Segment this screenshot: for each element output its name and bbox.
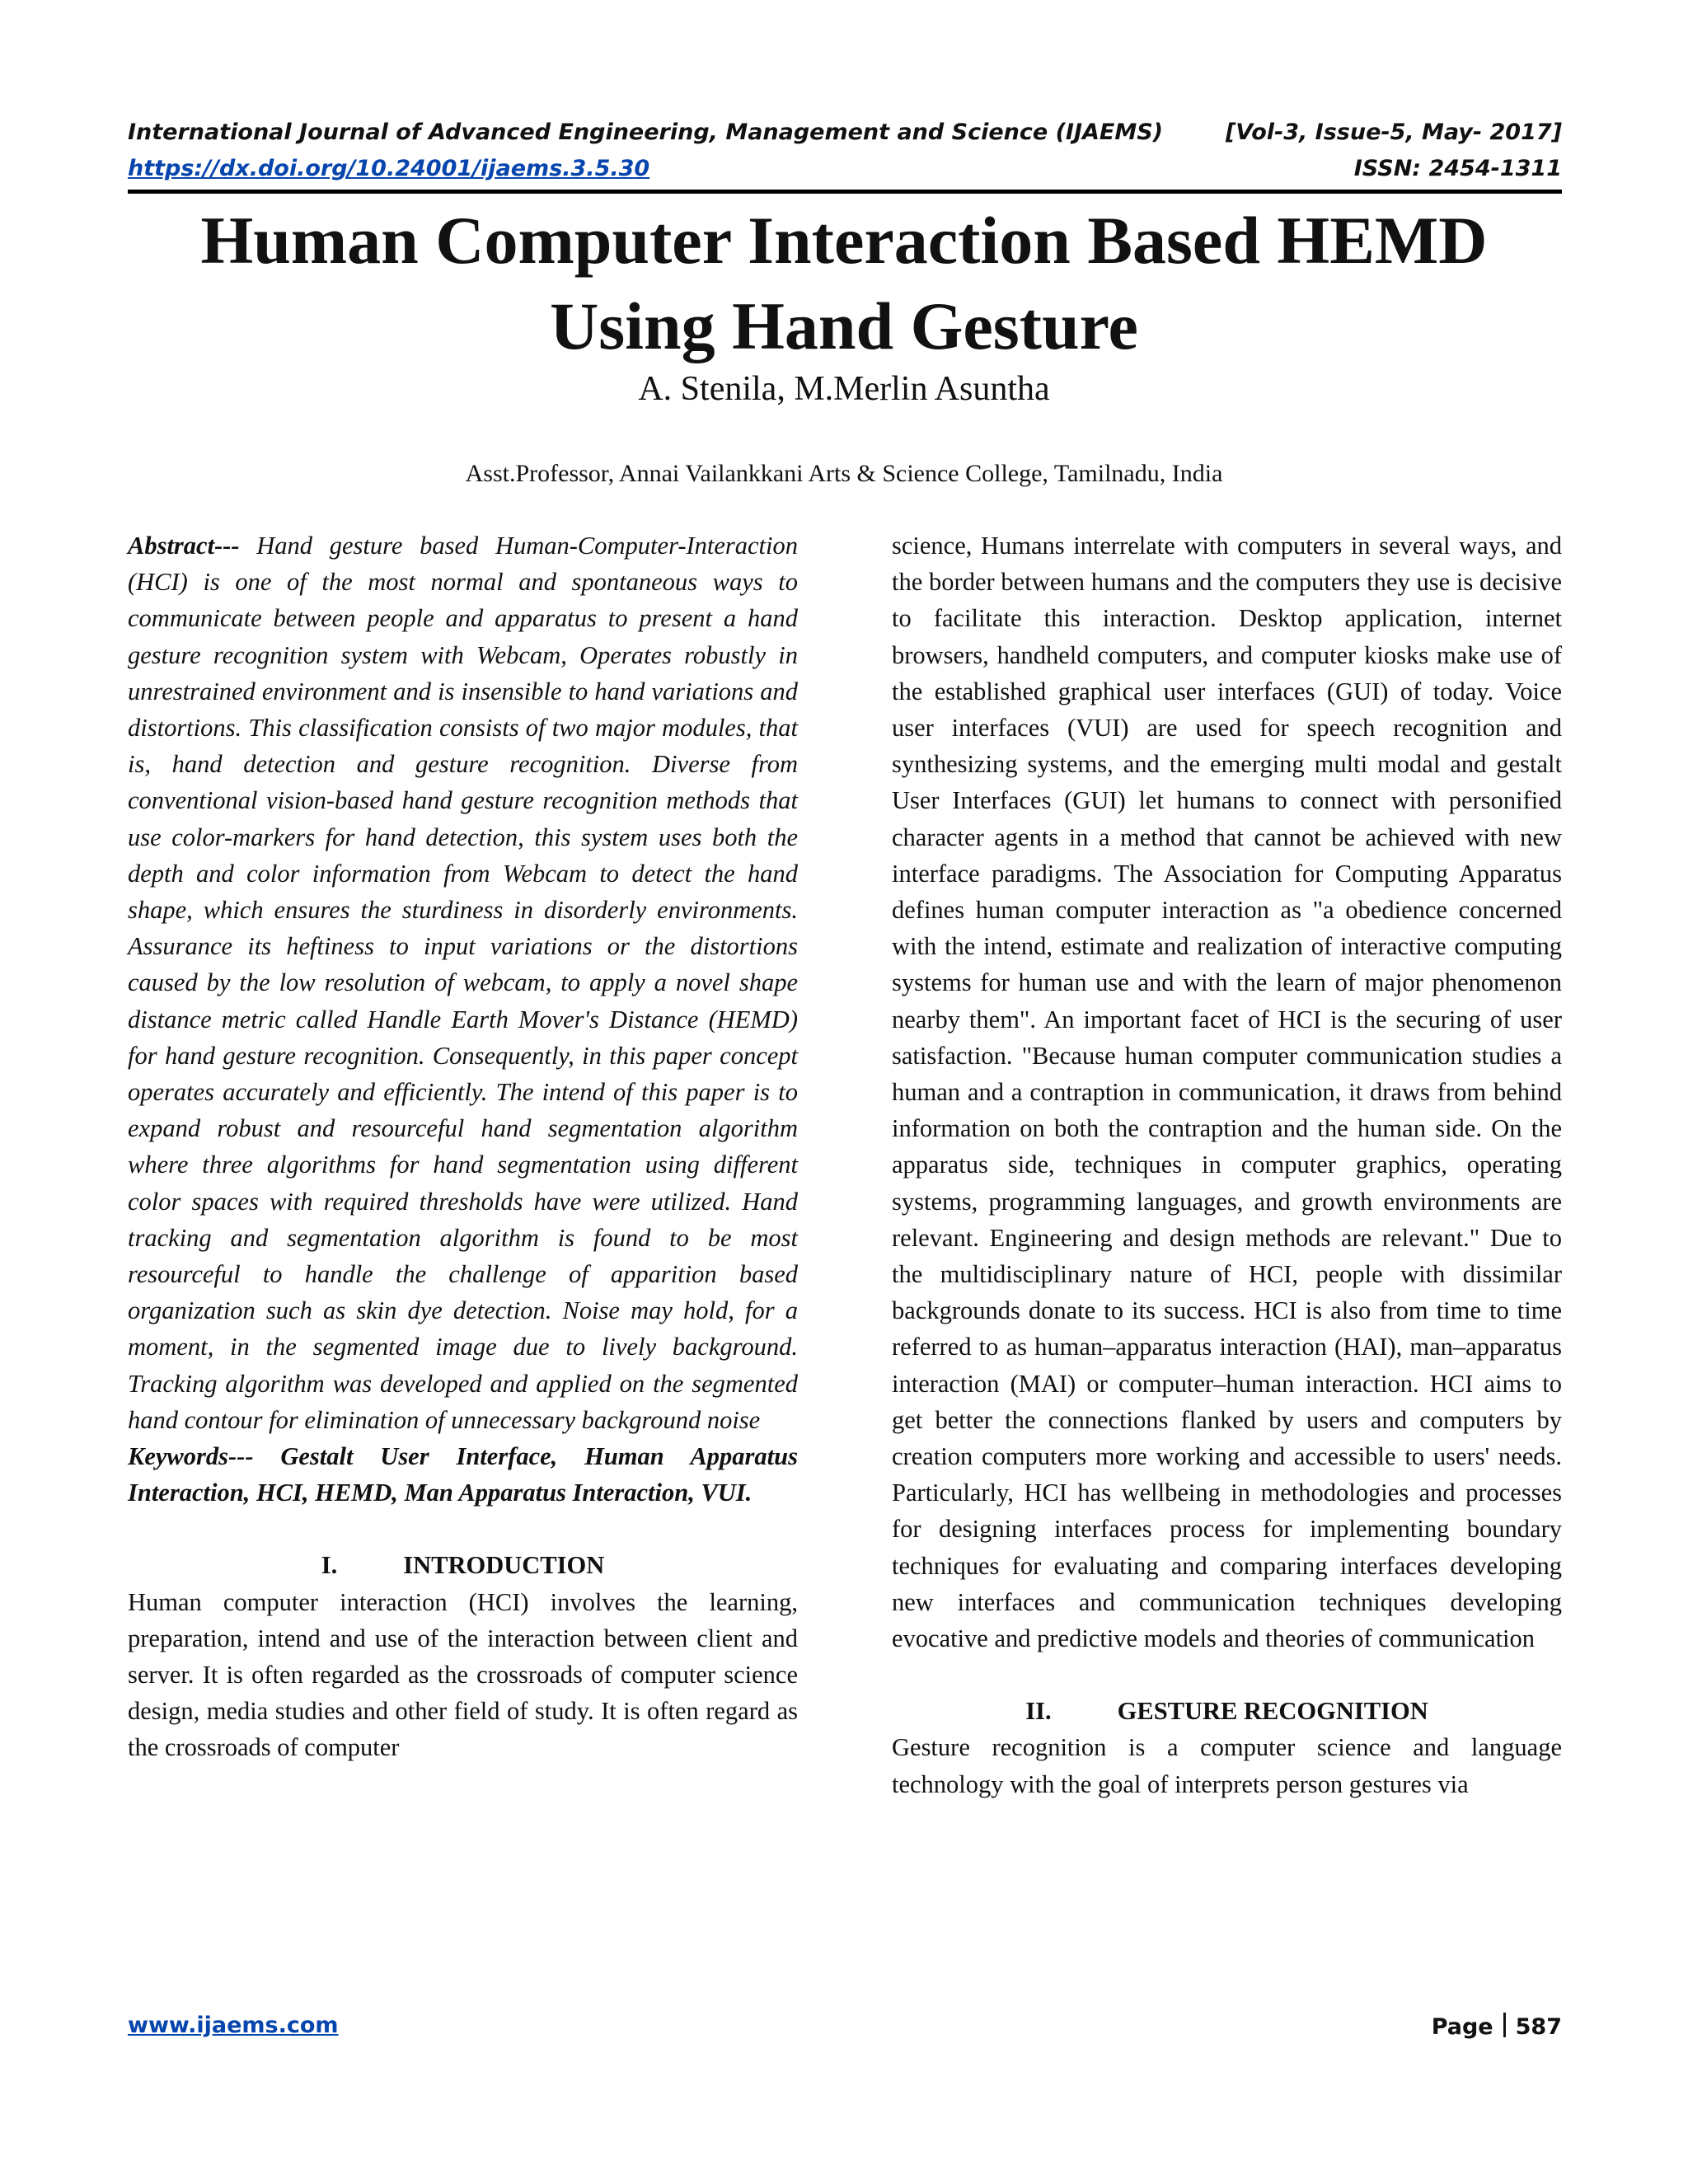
page-label: Page xyxy=(1431,2014,1493,2040)
section-1-text: Human computer interaction (HCI) involves the learning, preparation, intend and use of the interaction between client and server. It is often regarded as the crossroads of computer science design, media studies and other field of study. It is often regard as the crossroads of computer xyxy=(128,1587,798,1762)
section-2-number: II. xyxy=(1025,1697,1052,1726)
abstract xyxy=(128,527,798,1438)
section-1-heading xyxy=(128,1547,798,1583)
abstract-label: Abstract--- xyxy=(128,532,240,560)
section-1-number: I. xyxy=(321,1551,338,1580)
section-2-heading xyxy=(892,1693,1562,1729)
section-2-title: GESTURE RECOGNITION xyxy=(1117,1697,1428,1726)
affiliation: Asst.Professor, Annai Vailankkani Arts & Science College, Tamilnadu, India xyxy=(465,460,1223,487)
journal-name: International Journal of Advanced Engineering, Management and Science (IJAEMS) xyxy=(128,120,1164,145)
right-column xyxy=(892,527,1562,1802)
authors: A. Stenila, M.Merlin Asuntha xyxy=(638,370,1050,408)
volume-info: [Vol-3, Issue-5, May- 2017] xyxy=(1225,120,1562,145)
section-2-text: Gesture recognition is a computer science and language technology with the goal of interprets person gestures via xyxy=(892,1733,1562,1798)
page-number: 587 xyxy=(1515,2014,1562,2040)
issn: ISSN: 2454-1311 xyxy=(1353,156,1562,181)
header-rule xyxy=(128,190,1562,194)
page-footer xyxy=(128,2013,1562,2046)
left-column xyxy=(128,527,798,1766)
website-link[interactable]: www.ijaems.com xyxy=(128,2013,339,2038)
introduction-continued-text: science, Humans interrelate with computers in several ways, and the border between humans and the computers they use is decisive to facilitate this interaction. Desktop application, internet browsers, handheld computers, and computer kiosks make use of the established graphical user interfaces (GUI) of today. Voice user interfaces (VUI) are used for speech recognition and synthesizing systems, and the emerging multi modal and gestalt User Interfaces (GUI) let humans to connect with personified character agents in a method that cannot be achieved with new interface paradigms. The Association for Computing Apparatus defines human computer interaction as "a obedience concerned with the intend, estimate and realization of interactive computing systems for human use and with the learn of major phenomenon nearby them". An important facet of HCI is the securing of user satisfaction. "Because human computer communication studies a human and a contraption in communication, it draws from behind information on both the contraption and the human side. On the apparatus side, techniques in computer graphics, operating systems, programming languages, and growth environments are relevant. Engineering and design methods are relevant." Due to the multidisciplinary nature of HCI, people with dissimilar backgrounds donate to its success. HCI is also from time to time referred to as human–apparatus interaction (HAI), man–apparatus interaction (MAI) or computer–human interaction. HCI aims to get better the connections flanked by users and computers by creation computers more working and accessible to users' needs. Particularly, HCI has wellbeing in methodologies and processes for designing interfaces process for implementing boundary techniques for evaluating and comparing interfaces developing new interfaces and communication techniques developing evocative and predictive models and theories of communication xyxy=(892,532,1562,1653)
keywords: Keywords--- Gestalt User Interface, Human Apparatus Interaction, HCI, HEMD, Man Apparatus Interaction, VUI. xyxy=(128,1442,798,1507)
section-1-title: INTRODUCTION xyxy=(403,1551,605,1580)
page-separator xyxy=(1503,2013,1506,2037)
page-indicator xyxy=(1432,2013,1562,2040)
paper-title-line-2: Using Hand Gesture xyxy=(550,288,1138,363)
running-header-second-line xyxy=(128,156,1562,189)
doi-link[interactable]: https://dx.doi.org/10.24001/ijaems.3.5.30 xyxy=(128,156,650,181)
paper-title-line-1: Human Computer Interaction Based HEMD xyxy=(200,203,1488,278)
running-header xyxy=(128,120,1562,152)
abstract-text: Hand gesture based Human-Computer-Interaction (HCI) is one of the most normal and spontaneous ways to communicate between people and apparatus to present a hand gesture recognition system with Webcam, Operates robustly in unrestrained environment and is insensible to hand variations and distortions. This classification consists of two major modules, that is, hand detection and gesture recognition. Diverse from conventional vision-based hand gesture recognition methods that use color-markers for hand detection, this system uses both the depth and color information from Webcam to detect the hand shape, which ensures the sturdiness in disorderly environments. Assurance its heftiness to input variations or the distortions caused by the low resolution of webcam, to apply a novel shape distance metric called Handle Earth Mover's Distance (HEMD) for hand gesture recognition. Consequently, in this paper concept operates accurately and efficiently. The intend of this paper is to expand robust and resourceful hand segmentation algorithm where three algorithms for hand segmentation using different color spaces with required thresholds have were utilized. Hand tracking and segmentation algorithm is found to be most resourceful to handle the challenge of apparition based organization such as skin dye detection. Noise may hold, for a moment, in the segmented image due to lively background. Tracking algorithm was developed and applied on the segmented hand contour for elimination of unnecessary background noise xyxy=(128,532,799,1434)
